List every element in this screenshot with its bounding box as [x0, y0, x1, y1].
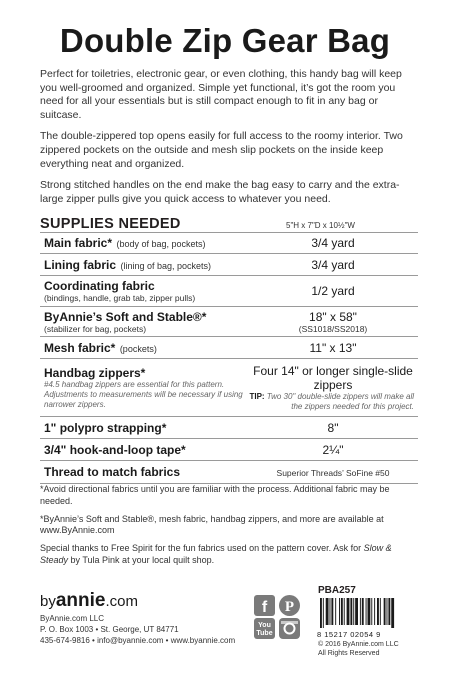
barcode-digits: 8 15217 02054 9: [317, 630, 381, 639]
tip-text: Two 30" double-slide zippers will make all the zippers needed for this project.: [266, 391, 414, 411]
barcode-bar: [347, 598, 350, 625]
logo-annie: annie: [55, 590, 106, 611]
barcode-bar: [330, 598, 331, 625]
supply-name: Mesh fabric*: [44, 340, 116, 355]
facebook-glyph: f: [261, 599, 268, 616]
barcode-bar: [344, 598, 345, 625]
supply-name: ByAnnie’s Soft and Stable®*: [44, 309, 207, 324]
logo-com: .com: [105, 593, 138, 610]
barcode-bar: [387, 598, 388, 625]
supply-name: Thread to match fabrics: [44, 465, 181, 479]
supply-name: Coordinating fabric: [44, 279, 155, 293]
logo-by: by: [40, 593, 56, 610]
barcode-bar: [323, 598, 324, 628]
supply-note: (pockets): [119, 343, 157, 354]
supply-row: [40, 233, 418, 254]
footnote: *Avoid directional fabrics until you are familiar with the process. Additional fabric may be needed.: [40, 484, 390, 506]
intro-paragraph: Perfect for toiletries, electronic gear, or even clothing, this handy bag will keep you well-groomed and organized. Simple yet functional, it’s got the room you need for all your essentials but is still compact enough to fit in any bag or suitcase.: [40, 68, 402, 121]
intro-paragraph: The double-zippered top opens easily for full access to the roomy interior. Two zippered pockets on the outside and mesh slip pockets on the inside keep everything neat and organized.: [40, 130, 403, 170]
barcode-bar: [374, 598, 375, 625]
supply-row: [40, 439, 418, 461]
barcode-bar: [335, 598, 336, 625]
supply-amount: 1/2 yard: [311, 284, 355, 298]
supply-row: [40, 359, 418, 417]
intro-paragraph: Strong stitched handles on the end make the bag easy to carry and the extra-large zipper pulls give you quick access to whatever you need.: [40, 179, 400, 205]
youtube-icon[interactable]: [254, 618, 275, 639]
supplies-header: [40, 216, 418, 232]
barcode-bar: [339, 598, 340, 625]
supply-amount: 8": [327, 420, 339, 435]
address-line: 435-674-9816 • info@byannie.com • www.byannie.com: [40, 636, 236, 645]
barcode-bar: [391, 598, 394, 628]
supply-row: [40, 461, 418, 484]
footnote-text: by Tula Pink at your local quilt shop.: [68, 554, 215, 565]
pattern-code: PBA257: [318, 585, 356, 596]
supply-row: [40, 337, 418, 359]
supply-note: (body of bag, pockets): [116, 239, 206, 249]
supply-row: [40, 417, 418, 439]
copyright-line: © 2016 ByAnnie.com LLC: [318, 641, 399, 648]
barcode-bar: [362, 598, 364, 625]
fabric-line-name: Slow & Steady: [40, 543, 392, 565]
supply-row: [40, 307, 418, 337]
barcode-bar: [341, 598, 343, 625]
intro-description: [40, 68, 418, 214]
barcode-bar: [360, 598, 361, 625]
copyright: [318, 640, 399, 658]
supply-note: #4.5 handbag zippers are essential for this pattern. Adjustments to measurements will be necessary if using narrower zippers.: [44, 379, 243, 409]
pinterest-icon[interactable]: [279, 595, 300, 616]
upc-barcode: [318, 598, 420, 628]
tip-label: TIP:: [249, 391, 265, 401]
supply-name: Handbag zippers*: [44, 365, 146, 380]
instagram-icon[interactable]: [279, 618, 300, 639]
address-line: ByAnnie.com LLC: [40, 614, 105, 623]
barcode-bar: [371, 598, 372, 625]
supply-name: Main fabric*: [44, 236, 113, 250]
supply-name: 1" polypro strapping*: [44, 420, 167, 435]
barcode-bar: [384, 598, 386, 625]
supply-row: [40, 276, 418, 307]
barcode-bar: [366, 598, 367, 625]
address-line: P. O. Box 1003 • St. George, UT 84771: [40, 625, 179, 634]
footnote: [40, 543, 418, 567]
barcode-bar: [380, 598, 381, 625]
supply-note: (lining of bag, pockets): [120, 260, 212, 271]
social-icons: [253, 594, 303, 640]
barcode-bar: [320, 598, 322, 628]
finished-dimensions: 5"H x 7"D x 10½"W: [286, 221, 355, 230]
page-title: Double Zip Gear Bag: [59, 22, 391, 59]
footnote: *ByAnnie’s Soft and Stable®, mesh fabric, handbag zippers, and more are available at www.ByAnnie.com: [40, 513, 384, 536]
byannie-logo: [40, 590, 138, 612]
supply-name: Lining fabric: [44, 257, 116, 272]
supply-note: (bindings, handle, grab tab, zipper pulls): [44, 293, 196, 303]
barcode-bar: [331, 598, 333, 625]
pinterest-glyph: P: [284, 599, 295, 615]
supply-row: [40, 254, 418, 276]
supply-name: 3/4" hook-and-loop tape*: [44, 442, 186, 457]
supply-note: (stabilizer for bag, pockets): [44, 323, 147, 334]
barcode-bar: [353, 598, 354, 625]
supply-amount: Four 14" or longer single-slide zippers: [253, 363, 413, 392]
supply-amount: 18" x 58": [309, 309, 357, 324]
supply-amount-code: (SS1018/SS2018): [298, 323, 368, 334]
youtube-text: You: [258, 622, 271, 629]
supplies-heading: SUPPLIES NEEDED: [40, 216, 181, 232]
footnote-text: Special thanks to Free Spirit for the fun fabrics used on the pattern cover. Ask for: [40, 543, 364, 554]
supply-amount: 2¼": [322, 442, 344, 457]
barcode-bar: [377, 598, 379, 625]
barcode-bar: [388, 598, 390, 625]
supply-tip: [248, 392, 418, 412]
supplies-table: [40, 232, 418, 484]
supply-amount: Superior Threads’ SoFine #50: [276, 468, 390, 478]
footnotes: [40, 484, 418, 573]
supply-amount: 11" x 13": [309, 340, 357, 355]
company-address: [40, 613, 235, 646]
supply-amount: 3/4 yard: [311, 257, 355, 272]
barcode-bar: [355, 598, 358, 625]
barcode-bar: [326, 598, 329, 625]
supply-amount: 3/4 yard: [311, 236, 355, 250]
youtube-text: Tube: [256, 630, 273, 637]
barcode-bar: [368, 598, 371, 625]
facebook-icon[interactable]: [254, 595, 275, 616]
copyright-line: All Rights Reserved: [318, 650, 380, 657]
barcode-bar: [350, 598, 352, 625]
